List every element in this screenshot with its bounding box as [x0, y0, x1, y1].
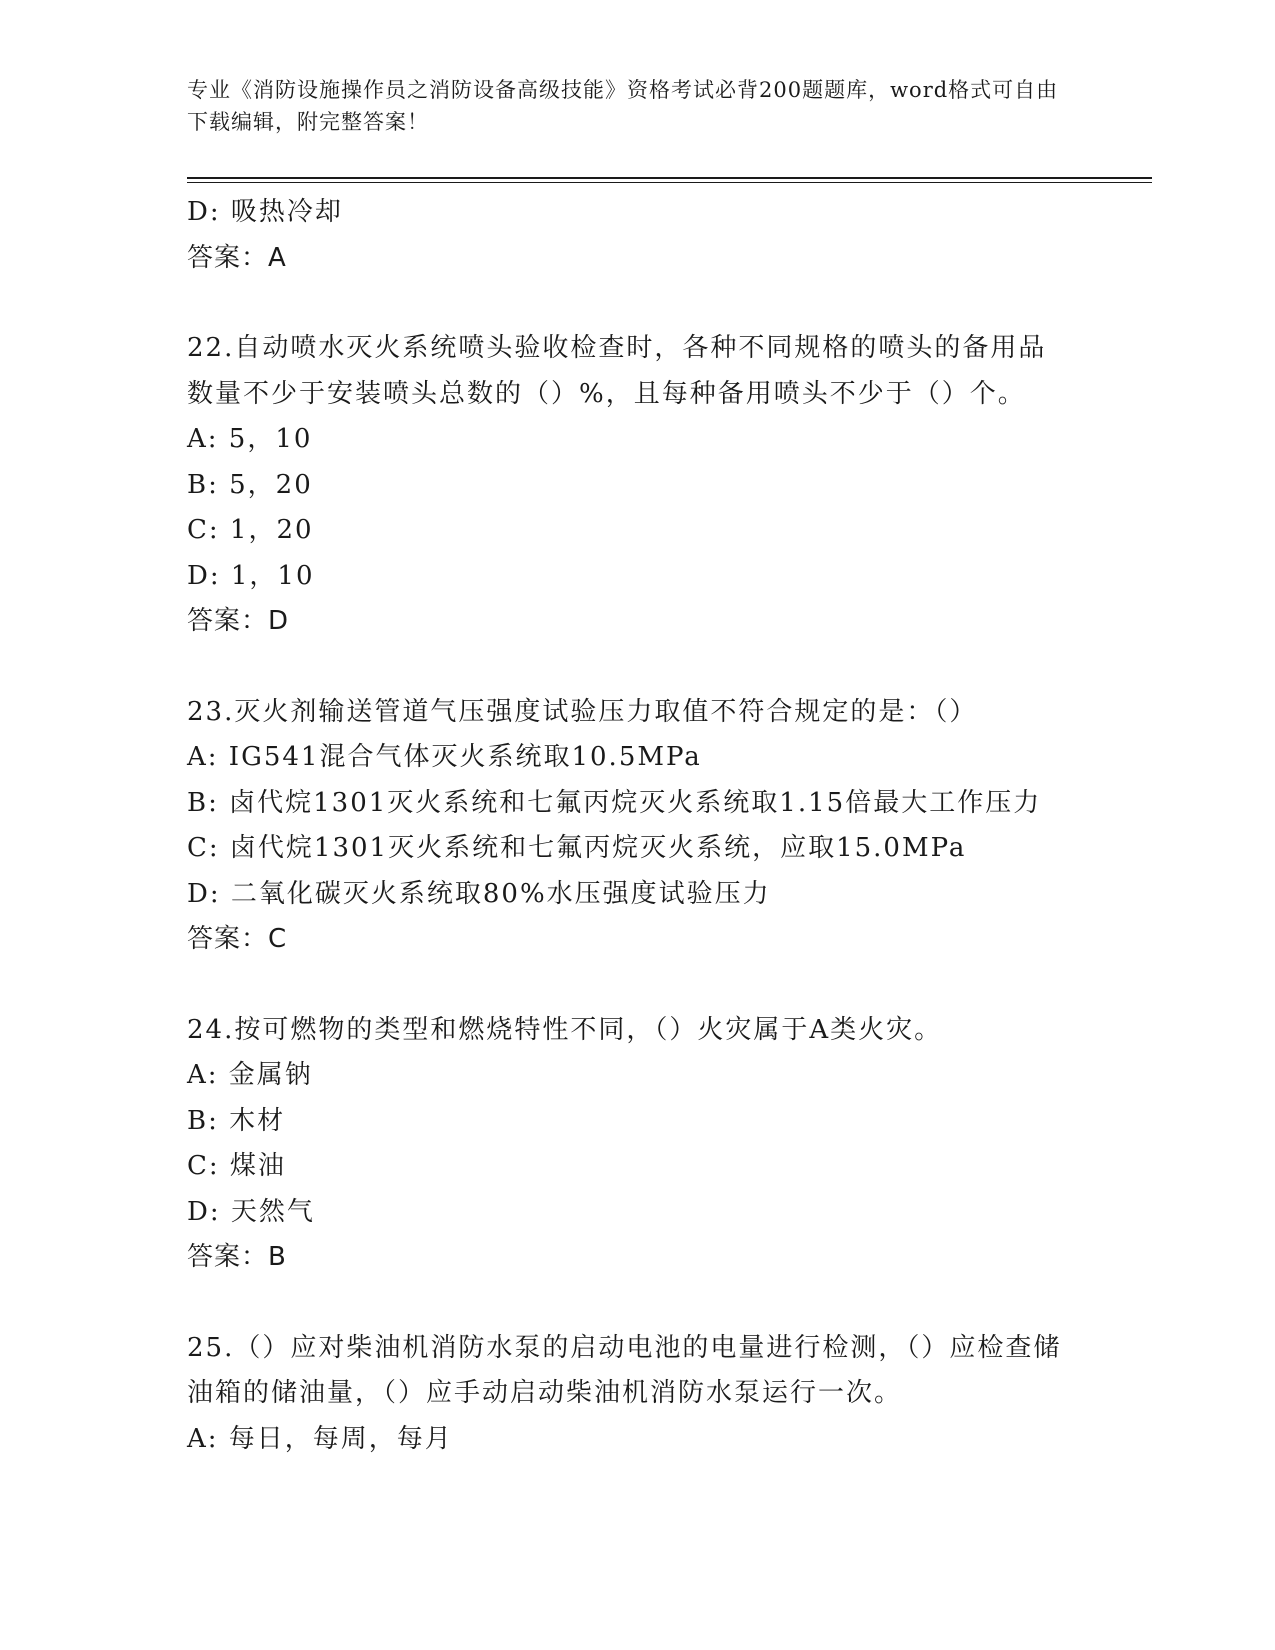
option-a: A: 5，10 — [187, 424, 313, 454]
option-c: C: 煤油 — [187, 1151, 286, 1181]
question-25 — [187, 1326, 1087, 1463]
fragment-option-d: D: 吸热冷却 — [187, 197, 343, 227]
question-22 — [187, 326, 1087, 645]
question-text: 25.（）应对柴油机消防水泵的启动电池的电量进行检测，（）应检查储油箱的储油量，（）应手动启动柴油机消防水泵运行一次。 — [187, 1332, 1062, 1408]
question-text: 24.按可燃物的类型和燃烧特性不同，（）火灾属于A类火灾。 — [187, 1014, 943, 1045]
header-rule-thin — [187, 182, 1152, 183]
option-a: A: 每日，每周，每月 — [187, 1423, 453, 1454]
document-header: 专业《消防设施操作员之消防设备高级技能》资格考试必背200题题库，word格式可自由下载编辑，附完整答案！ — [187, 78, 1059, 134]
answer: 答案：B — [187, 1242, 287, 1272]
question-content — [187, 190, 1087, 1462]
option-b: B: 卤代烷1301灭火系统和七氟丙烷灭火系统取1.15倍最大工作压力 — [187, 787, 1042, 818]
answer: 答案：C — [187, 924, 288, 954]
question-text: 23.灭火剂输送管道气压强度试验压力取值不符合规定的是：（） — [187, 696, 978, 727]
question-text: 22.自动喷水灭火系统喷头验收检查时，各种不同规格的喷头的备用品数量不少于安装喷头总数的（）%，且每种备用喷头不少于（）个。 — [187, 333, 1047, 409]
option-c: C: 卤代烷1301灭火系统和七氟丙烷灭火系统，应取15.0MPa — [187, 833, 967, 863]
question-23 — [187, 690, 1087, 963]
header-rule-thick — [187, 177, 1152, 179]
option-b: B: 木材 — [187, 1105, 286, 1136]
option-d: D: 1，10 — [187, 560, 315, 591]
option-d: D: 天然气 — [187, 1196, 315, 1227]
option-b: B: 5，20 — [187, 469, 313, 500]
fragment-answer: 答案：A — [187, 242, 287, 273]
question-24 — [187, 1008, 1087, 1281]
answer: 答案：D — [187, 606, 290, 636]
option-d: D: 二氧化碳灭火系统取80%水压强度试验压力 — [187, 878, 771, 909]
option-a: A: IG541混合气体灭火系统取10.5MPa — [187, 742, 702, 772]
option-c: C: 1，20 — [187, 515, 314, 545]
option-a: A: 金属钠 — [187, 1060, 313, 1090]
